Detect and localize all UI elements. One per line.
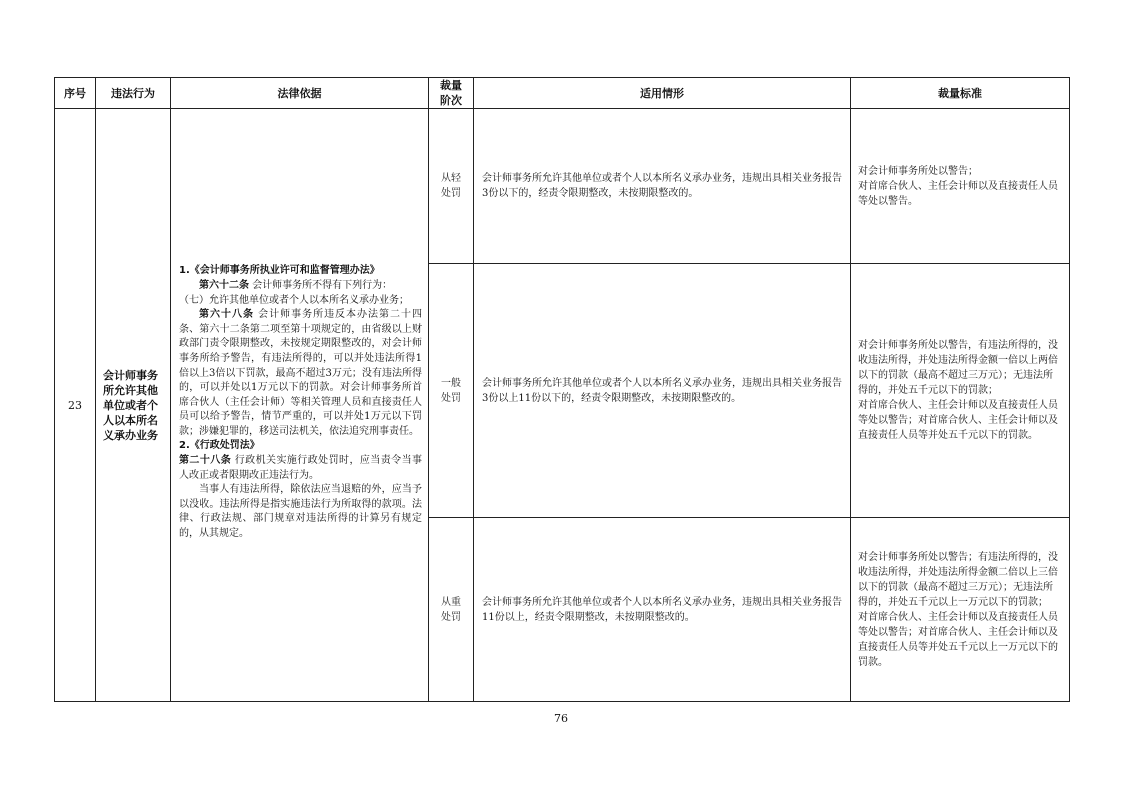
table-row: [55, 109, 1070, 264]
article-62-item: （七）允许其他单位或者个人以本所名义承办业务；: [179, 294, 409, 306]
law-title-2: 2.《行政处罚法》: [179, 440, 260, 452]
article-28-para-2: 当事人有违法所得，除依法应当退赔的外，应当予以没收。违法所得是指实施违法行为所取得的款项。法律、行政法规、部门规章对违法所得的计算另有规定的，从其规定。: [179, 484, 422, 540]
header-act: 违法行为: [96, 78, 171, 109]
article-62: [179, 279, 422, 294]
tier-level-lenient: 从轻 处罚: [429, 109, 474, 264]
law-title-1: 1.《会计师事务所执业许可和监督管理办法》: [179, 265, 380, 277]
tier-standard-general: 对会计师事务所处以警告，有违法所得的，没收违法所得，并处违法所得金额一倍以上两倍以下的罚款（最高不超过三万元）；无违法所得的，并处五千元以下的罚款； 对首席合伙人、主任会计师以及直接责任人员等处以警告；对首席合伙人、主任会计师以及直接责任人员等并处五千元以下的罚款。: [851, 264, 1070, 518]
tier-level-severe: 从重 处罚: [429, 518, 474, 702]
header-level: 裁量 阶次: [429, 78, 474, 109]
penalty-table: [54, 77, 1070, 702]
article-28: [179, 454, 422, 483]
tier-standard-severe: 对会计师事务所处以警告；有违法所得的，没收违法所得，并处违法所得金额二倍以上三倍以下的罚款（最高不超过三万元）；无违法所得的，并处五千元以上一万元以下的罚款； 对首席合伙人、主任会计师以及直接责任人员等处以警告；对首席合伙人、主任会计师以及直接责任人员等并处五千元以上一万元以下的罚款。: [851, 518, 1070, 702]
article-68-label: 第六十八条: [199, 309, 254, 321]
table-header-row: [55, 78, 1070, 109]
page-number: 76: [554, 712, 568, 725]
tier-level-general: 一般 处罚: [429, 264, 474, 518]
header-standard: 裁量标准: [851, 78, 1070, 109]
tier-situation-severe: 会计师事务所允许其他单位或者个人以本所名义承办业务，违规出具相关业务报告11份以上，经责令限期整改，未按期限整改的。: [474, 518, 851, 702]
violation-act: 会计师事务所允许其他单位或者个人以本所名义承办业务: [96, 109, 171, 702]
tier-situation-general: 会计师事务所允许其他单位或者个人以本所名义承办业务，违规出具相关业务报告3份以上11份以下的，经责令限期整改，未按期限整改的。: [474, 264, 851, 518]
article-62-text: 会计师事务所不得有下列行为：: [252, 279, 393, 291]
article-68: [179, 308, 422, 439]
row-seq: 23: [55, 109, 96, 702]
legal-basis: [171, 109, 429, 702]
header-basis: 法律依据: [171, 78, 429, 109]
article-28-label: 第二十八条: [179, 455, 232, 467]
article-62-label: 第六十二条: [199, 279, 249, 291]
tier-standard-lenient: 对会计师事务所处以警告； 对首席合伙人、主任会计师以及直接责任人员等处以警告。: [851, 109, 1070, 264]
article-28-text: 行政机关实施行政处罚时，应当责令当事人改正或者限期改正违法行为。: [179, 455, 423, 481]
header-seq: 序号: [55, 78, 96, 109]
tier-situation-lenient: 会计师事务所允许其他单位或者个人以本所名义承办业务，违规出具相关业务报告3份以下的，经责令限期整改，未按期限整改的。: [474, 109, 851, 264]
article-68-text: 会计师事务所违反本办法第二十四条、第六十二条第二项至第十项规定的，由省级以上财政部门责令限期整改，未按规定期限整改的，对会计师事务所给予警告，有违法所得的，可以并处违法所得1倍以上3倍以下罚款，最高不超过3万元；没有违法所得的，可以并处以1万元以下的罚款。对会计师事务所首席合伙人（主任会计师）等相关管理人员和直接责任人员可以给予警告，情节严重的，可以并处1万元以下罚款；涉嫌犯罪的，移送司法机关，依法追究刑事责任。: [179, 309, 422, 437]
header-situation: 适用情形: [474, 78, 851, 109]
